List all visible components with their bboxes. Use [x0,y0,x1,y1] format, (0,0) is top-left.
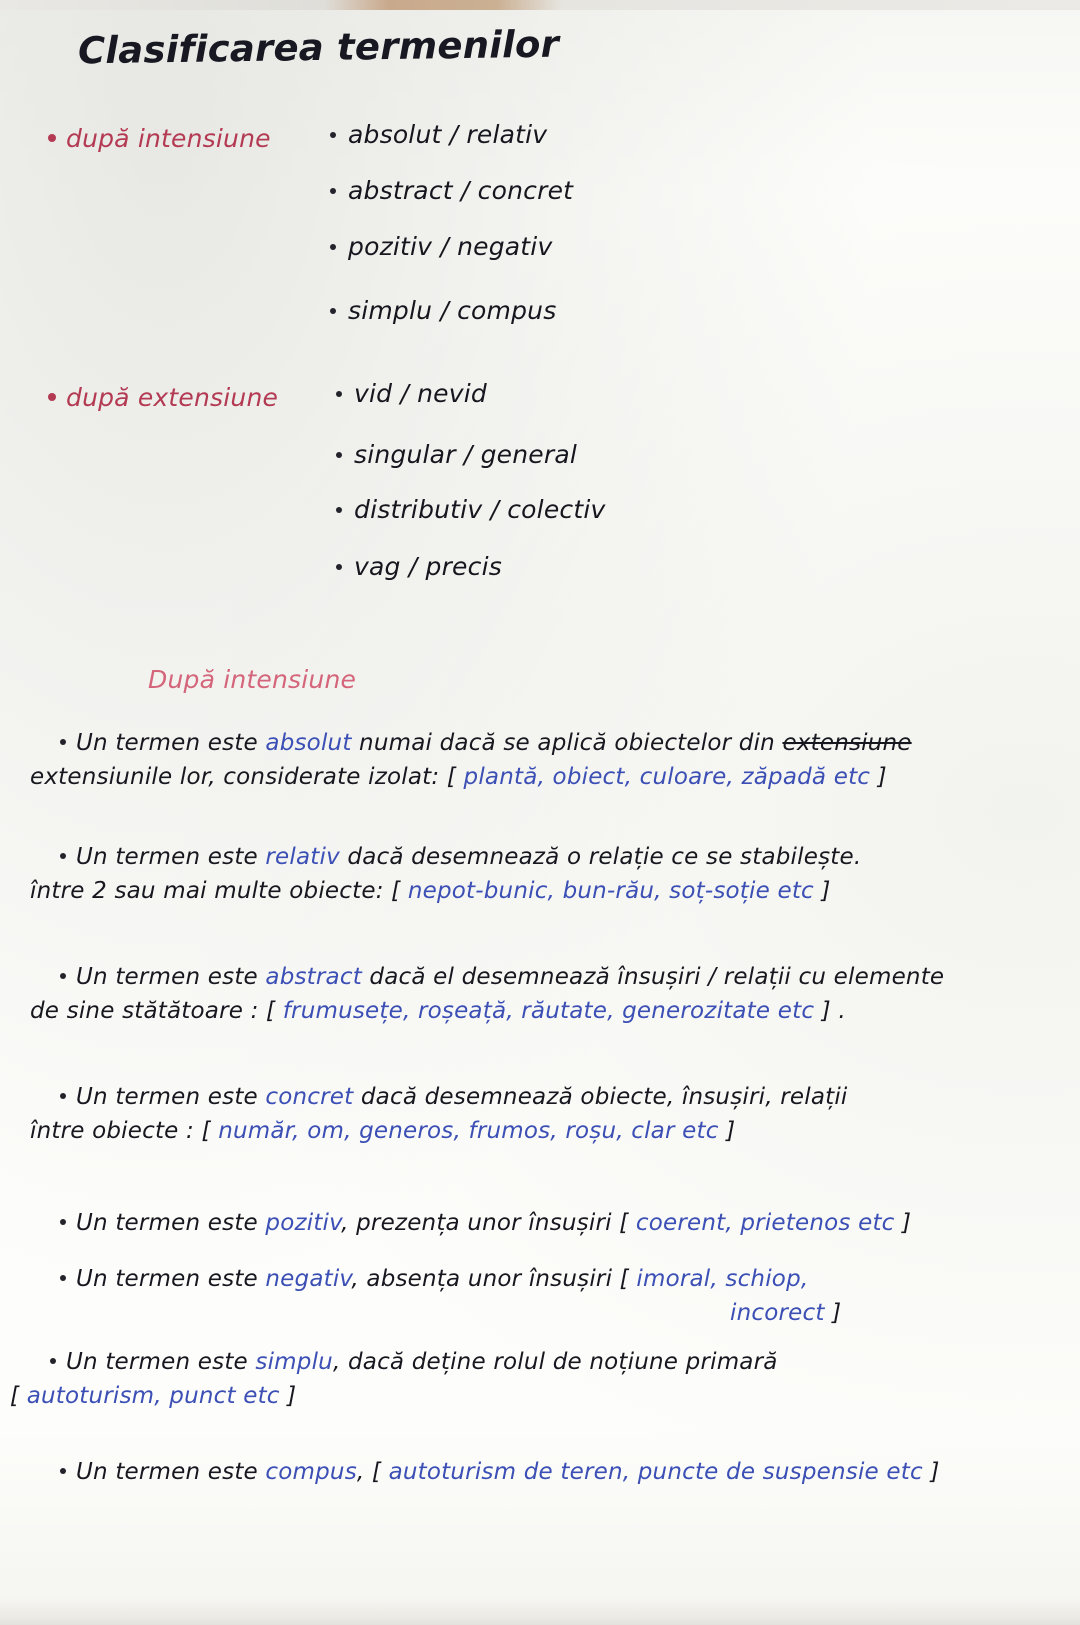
examples-compus: autoturism de teren, puncte de suspensie etc [388,1459,923,1485]
examples-concret: număr, om, generos, frumos, roșu, clar etc [218,1118,719,1144]
examples-absolut: plantă, obiect, culoare, zăpadă etc [463,764,871,790]
entry-negativ: Un termen este negativ, absența unor însușiri [ imoral, schiop, incorect ] [30,1262,1060,1330]
keyword-pozitiv: pozitiv [265,1210,342,1236]
bullet-dot-icon [60,853,66,859]
bullet-dot-icon [336,564,342,570]
examples-abstract: frumusețe, roșeață, răutate, generozitate etc [282,998,815,1024]
entry-pozitiv: Un termen este pozitiv, prezența unor însușiri [ coerent, prietenos etc ] [30,1206,1060,1240]
bullet-dot-icon [330,308,336,314]
bullet-dot-icon [336,391,342,397]
bullet-dot-icon [336,507,342,513]
entry-absolut: Un termen este absolut numai dacă se aplică obiectelor din extensiune extensiunile lor, considerate izolat: [ plantă, obiect, culoare, zăpadă etc ] [30,730,912,790]
entry-abstract: Un termen este abstract dacă el desemnează însușiri / relații cu elemente de sine stătătoare : [ frumusețe, roșeață, răutate, generozitate etc ] . [30,964,945,1024]
keyword-absolut: absolut [265,730,352,756]
entry-compus: Un termen este compus, [ autoturism de teren, puncte de suspensie etc ] [30,1455,1080,1489]
examples-negativ-cont: incorect [730,1300,825,1326]
entry-concret: Un termen este concret dacă desemnează obiecte, însușiri, relații între obiecte : [ număr, om, generos, frumos, roșu, clar etc ] [30,1084,848,1144]
bullet-dot-icon [48,134,56,142]
bullet-dot-icon [330,188,336,194]
group-label-intensiune: după intensiune [48,124,271,153]
entry-simplu: Un termen este simplu, dacă deține rolul de noțiune primară [ autoturism, punct etc ] [10,1349,778,1409]
pair-absolut-relativ: absolut / relativ [330,120,547,149]
keyword-abstract: abstract [265,964,362,990]
bullet-dot-icon [336,452,342,458]
bullet-dot-icon [50,1358,56,1364]
entry-relativ: Un termen este relativ dacă desemnează o relație ce se stabilește. între 2 sau mai multe obiecte: [ nepot-bunic, bun-rău, soț-soție etc ] [30,844,862,904]
pair-abstract-concret: abstract / concret [330,176,573,205]
page-bottom-edge [0,1599,1080,1625]
pair-pozitiv-negativ: pozitiv / negativ [330,232,552,261]
bullet-dot-icon [60,1093,66,1099]
page-top-edge [0,0,1080,10]
bullet-dot-icon [60,973,66,979]
keyword-compus: compus [265,1459,357,1485]
keyword-concret: concret [265,1084,354,1110]
pair-vag-precis: vag / precis [336,552,502,581]
keyword-negativ: negativ [265,1266,352,1292]
pair-distributiv-colectiv: distributiv / colectiv [336,495,606,524]
bullet-dot-icon [60,1468,66,1474]
pair-singular-general: singular / general [336,440,577,469]
section-heading-dupa-intensiune: După intensiune [148,665,357,694]
keyword-relativ: relativ [265,844,340,870]
pair-vid-nevid: vid / nevid [336,379,487,408]
examples-relativ: nepot-bunic, bun-rău, soț-soție etc [407,878,814,904]
examples-simplu: autoturism, punct etc [26,1383,280,1409]
bullet-dot-icon [60,1219,66,1225]
group-label-extensiune: după extensiune [48,383,278,412]
page-title: Clasificarea termenilor [77,22,560,73]
struck-text: extensiune [782,730,912,756]
bullet-dot-icon [60,739,66,745]
bullet-dot-icon [48,393,56,401]
keyword-simplu: simplu [255,1349,333,1375]
bullet-dot-icon [330,244,336,250]
examples-pozitiv: coerent, prietenos etc [635,1210,895,1236]
examples-negativ: imoral, schiop, [636,1266,809,1292]
bullet-dot-icon [330,132,336,138]
bullet-dot-icon [60,1275,66,1281]
pair-simplu-compus: simplu / compus [330,296,556,325]
